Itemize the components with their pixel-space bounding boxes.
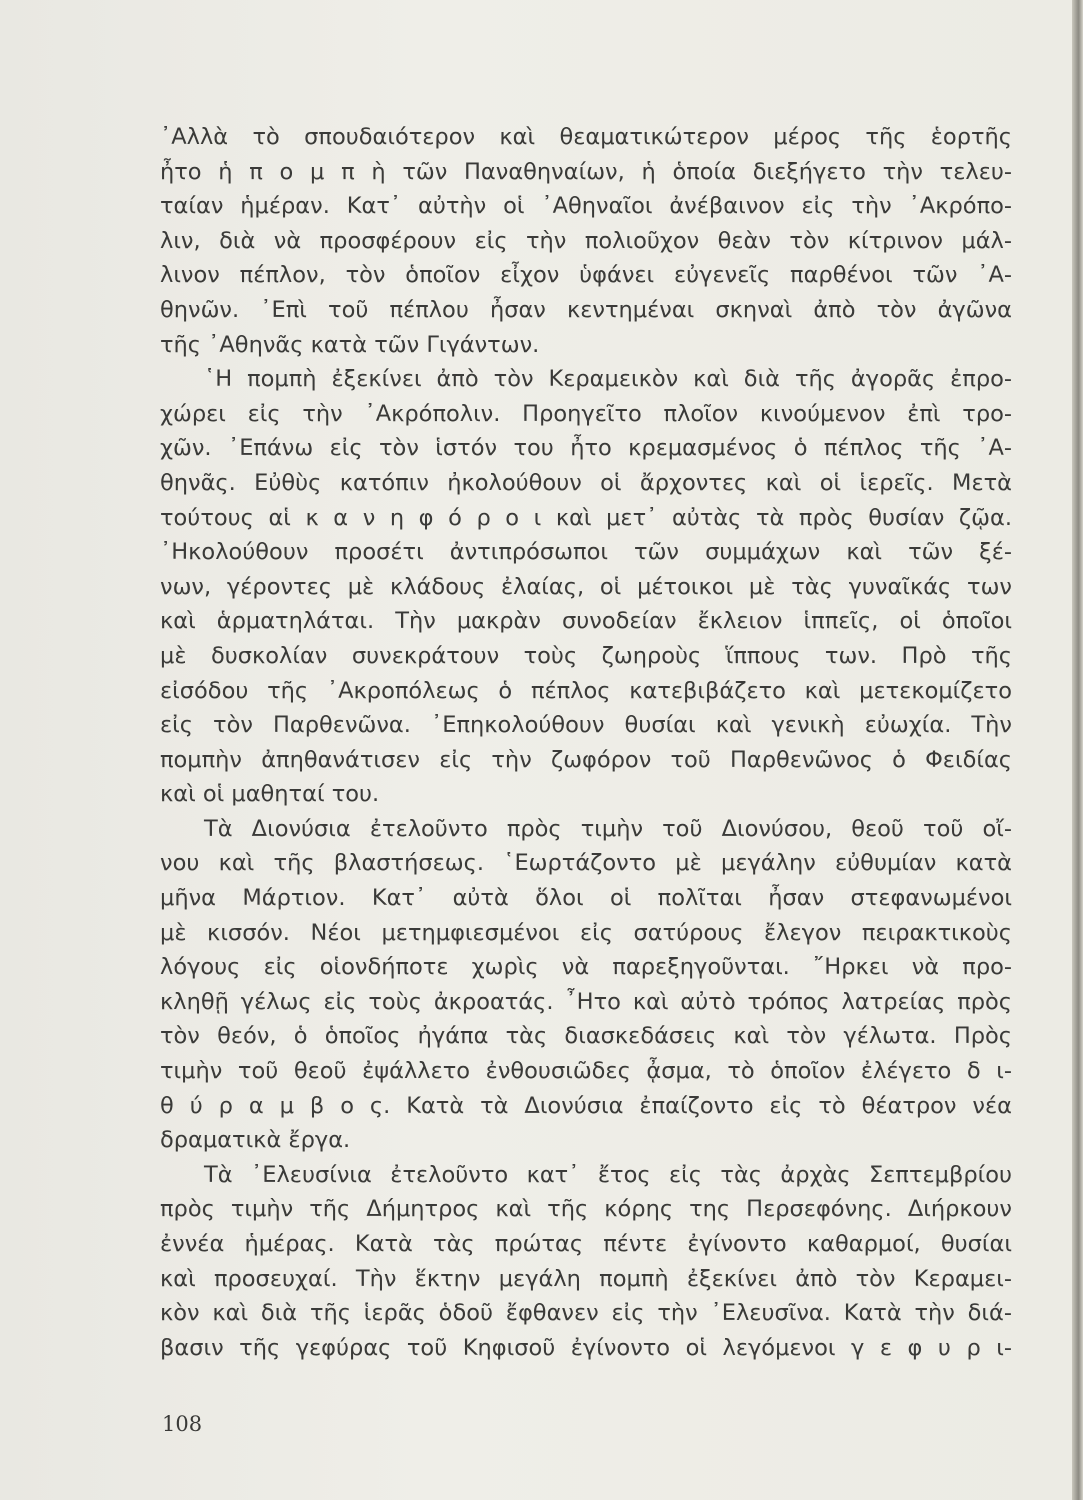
text-line: νων, γέροντες μὲ κλάδους ἐλαίας, οἱ μέτοικοι μὲ τὰς γυναῖκάς των [160,573,1012,600]
text-line: τιμὴν τοῦ θεοῦ ἐψάλλετο ἐνθουσιῶδες ᾆσμα, τὸ ὁποῖον ἐλέγετο δ ι- [160,1058,1012,1085]
text-line: εἰς τὸν Παρθενῶνα. ᾿Επηκολούθουν θυσίαι καὶ γενικὴ εὐωχία. Τὴν [160,712,1012,739]
text-line: τῆς ᾿Αθηνᾶς κατὰ τῶν Γιγάντων. [160,331,540,358]
text-line: θηνῶν. ᾿Επὶ τοῦ πέπλου ἦσαν κεντημέναι σκηναὶ ἀπὸ τὸν ἀγῶνα [160,296,1012,323]
text-line: λόγους εἰς οἱονδήποτε χωρὶς νὰ παρεξηγοῦνται. ῎Ηρκει νὰ προ- [160,954,1012,981]
text-line: πρὸς τιμὴν τῆς Δήμητρος καὶ τῆς κόρης της Περσεφόνης. Διήρκουν [160,1196,1012,1223]
paragraph [160,812,1012,1158]
text-line: νου καὶ τῆς βλαστήσεως. ῾Εωρτάζοντο μὲ μεγάλην εὐθυμίαν κατὰ [160,850,1012,877]
text-line: λινον πέπλον, τὸν ὁποῖον εἶχον ὑφάνει εὐγενεῖς παρθένοι τῶν ᾿Α- [160,262,1012,289]
text-line: καὶ προσευχαί. Τὴν ἕκτην μεγάλη πομπὴ ἐξεκίνει ἀπὸ τὸν Κεραμει- [160,1265,1012,1292]
text-line: ᾿Ηκολούθουν προσέτι ἀντιπρόσωποι τῶν συμμάχων καὶ τῶν ξέ- [160,539,1012,566]
text-line: θηνᾶς. Εὐθὺς κατόπιν ἠκολούθουν οἱ ἄρχοντες καὶ οἱ ἱερεῖς. Μετὰ [160,469,1012,496]
text-line: ῾Η πομπὴ ἐξεκίνει ἀπὸ τὸν Κεραμεικὸν καὶ διὰ τῆς ἀγορᾶς ἐπρο- [204,366,1012,393]
text-line: κὸν καὶ διὰ τῆς ἱερᾶς ὁδοῦ ἔφθανεν εἰς τὴν ᾿Ελευσῖνα. Κατὰ τὴν διά- [160,1300,1012,1327]
text-line: ᾿Αλλὰ τὸ σπουδαιότερον καὶ θεαματικώτερον μέρος τῆς ἑορτῆς [160,124,1012,150]
text-line: χῶν. ᾿Επάνω εἰς τὸν ἱστόν του ἦτο κρεμασμένος ὁ πέπλος τῆς ᾿Α- [160,435,1012,462]
text-line: εἰσόδου τῆς ᾿Ακροπόλεως ὁ πέπλος κατεβιβάζετο καὶ μετεκομίζετο [160,677,1012,704]
text-line: τὸν θεόν, ὁ ὁποῖος ἠγάπα τὰς διασκεδάσεις καὶ τὸν γέλωτα. Πρὸς [160,1023,1012,1050]
text-line: μὲ κισσόν. Νέοι μετημφιεσμένοι εἰς σατύρους ἔλεγον πειρακτικοὺς [160,919,1012,946]
text-line: χώρει εἰς τὴν ᾿Ακρόπολιν. Προηγεῖτο πλοῖον κινούμενον ἐπὶ τρο- [160,400,1012,427]
paragraph [160,120,1012,362]
text-line: μὲ δυσκολίαν συνεκράτουν τοὺς ζωηροὺς ἵππους των. Πρὸ τῆς [160,642,1012,669]
paragraph [160,1158,1012,1366]
text-line: καὶ ἁρματηλάται. Τὴν μακρὰν συνοδείαν ἔκλειον ἱππεῖς, οἱ ὁποῖοι [160,608,1012,635]
body-text [160,120,1012,1365]
text-line: μῆνα Μάρτιον. Κατ᾿ αὐτὰ ὅλοι οἱ πολῖται ἦσαν στεφανωμένοι [160,885,1012,912]
text-line: θ ύ ρ α μ β ο ς. Κατὰ τὰ Διονύσια ἐπαίζοντο εἰς τὸ θέατρον νέα [160,1092,1012,1119]
text-line: Τὰ Διονύσια ἐτελοῦντο πρὸς τιμὴν τοῦ Διονύσου, θεοῦ τοῦ οἴ- [204,815,1012,842]
text-line: ἐννέα ἡμέρας. Κατὰ τὰς πρώτας πέντε ἐγίνοντο καθαρμοί, θυσίαι [160,1231,1012,1257]
page-edge [1072,0,1083,1500]
text-line: πομπὴν ἀπηθανάτισεν εἰς τὴν ζωφόρον τοῦ Παρθενῶνος ὁ Φειδίας [160,746,1012,773]
text-line: Τὰ ᾿Ελευσίνια ἐτελοῦντο κατ᾿ ἔτος εἰς τὰς ἀρχὰς Σεπτεμβρίου [204,1161,1012,1188]
text-line: λιν, διὰ νὰ προσφέρουν εἰς τὴν πολιοῦχον θεὰν τὸν κίτρινον μάλ- [160,227,1012,254]
text-line: τούτους αἱ κ α ν η φ ό ρ ο ι καὶ μετ᾿ αὐτὰς τὰ πρὸς θυσίαν ζῷα. [160,504,1012,531]
text-line: καὶ οἱ μαθηταί του. [160,781,380,808]
page-number: 108 [162,1412,203,1436]
text-line: βασιν τῆς γεφύρας τοῦ Κηφισοῦ ἐγίνοντο οἱ λεγόμενοι γ ε φ υ ρ ι- [160,1334,1012,1361]
text-line: κληθῇ γέλως εἰς τοὺς ἀκροατάς. ῏Ητο καὶ αὐτὸ τρόπος λατρείας πρὸς [160,988,1012,1015]
text-line: δραματικὰ ἔργα. [160,1127,351,1154]
text-line: ἦτο ἡ π ο μ π ὴ τῶν Παναθηναίων, ἡ ὁποία διεξήγετο τὴν τελευ- [160,158,1012,185]
text-line: ταίαν ἡμέραν. Κατ᾿ αὐτὴν οἱ ᾿Αθηναῖοι ἀνέβαινον εἰς τὴν ᾿Ακρόπο- [160,193,1012,220]
paragraph [160,362,1012,812]
